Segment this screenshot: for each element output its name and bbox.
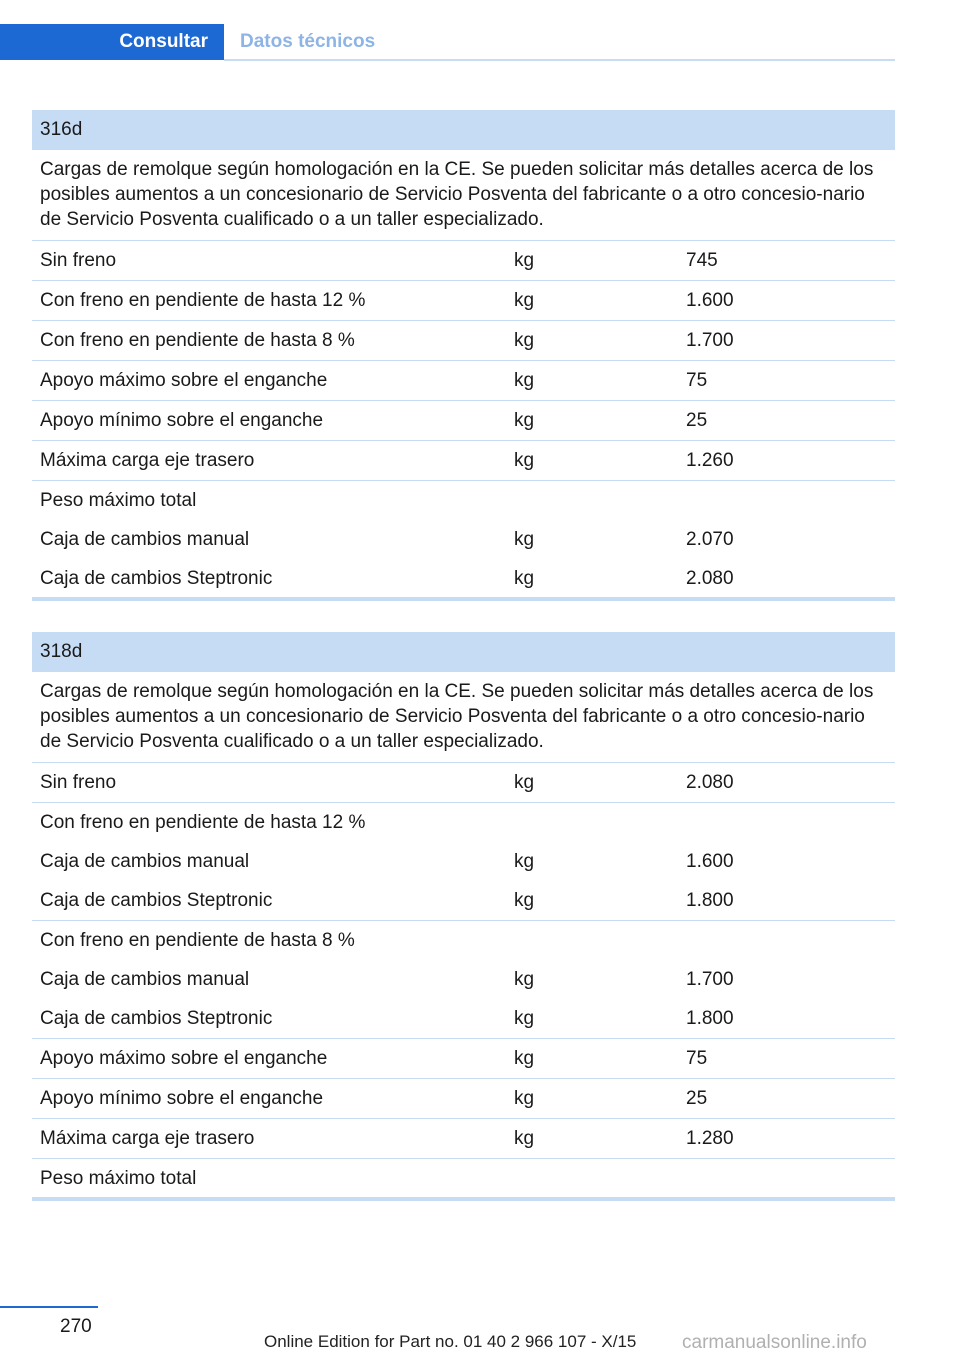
tab-consultar[interactable]: Consultar — [0, 24, 224, 60]
table-row: Máxima carga eje trasero kg 1.280 — [32, 1119, 895, 1159]
table-row: Caja de cambios manual kg 2.070 — [40, 529, 734, 550]
table-row: Caja de cambios manual kg 1.600 — [40, 851, 734, 872]
table-row: Con freno en pendiente de hasta 12 % kg 1.600 — [32, 281, 895, 321]
table-row: Sin freno kg 2.080 — [32, 763, 895, 803]
table-row: Apoyo máximo sobre el enganche kg 75 — [32, 361, 895, 401]
table-row: Caja de cambios Steptronic kg 1.800 — [32, 881, 895, 921]
page-number: 270 — [60, 1316, 92, 1337]
table-row: Caja de cambios Steptronic kg 1.800 — [32, 999, 895, 1039]
table-description: Cargas de remolque según homologación en la CE. Se pueden solicitar más detalles acerca de los posibles aumentos a un concesionario de Servicio Posventa del fabricante o a otro concesio-nario de Servicio Posventa cualificado o a un taller especializado. — [32, 150, 895, 241]
table-title: 318d — [32, 632, 895, 672]
chapter-header — [0, 24, 895, 62]
table-title: 316d — [32, 110, 895, 150]
table-row: Apoyo mínimo sobre el enganche kg 25 — [32, 1079, 895, 1119]
table-row: Caja de cambios manual kg 1.700 — [40, 969, 734, 990]
table-row: Con freno en pendiente de hasta 8 % kg 1.700 — [32, 321, 895, 361]
table-row: Apoyo mínimo sobre el enganche kg 25 — [32, 401, 895, 441]
edition-text: Online Edition for Part no. 01 40 2 966 107 - X/15 — [264, 1332, 637, 1351]
table-row: Con freno en pendiente de hasta 8 % — [40, 930, 355, 951]
watermark: carmanualsonline.info — [682, 1332, 867, 1353]
table-316d — [32, 110, 895, 601]
footer-rule — [0, 1306, 98, 1308]
table-description: Cargas de remolque según homologación en la CE. Se pueden solicitar más detalles acerca de los posibles aumentos a un concesionario de Servicio Posventa del fabricante o a otro concesio-nario de Servicio Posventa cualificado o a un taller especializado. — [32, 672, 895, 763]
table-row: Máxima carga eje trasero kg 1.260 — [32, 441, 895, 481]
header-rule — [224, 59, 895, 61]
table-row: Peso máximo total — [40, 1168, 197, 1189]
table-row: Peso máximo total — [40, 490, 197, 511]
table-row: Sin freno kg 745 — [32, 241, 895, 281]
table-318d — [32, 632, 895, 1201]
table-row: Apoyo máximo sobre el enganche kg 75 — [32, 1039, 895, 1079]
table-row: Caja de cambios Steptronic kg 2.080 — [40, 568, 734, 589]
table-row: Con freno en pendiente de hasta 12 % — [40, 812, 366, 833]
tab-datos-tecnicos[interactable]: Datos técnicos — [240, 31, 376, 52]
